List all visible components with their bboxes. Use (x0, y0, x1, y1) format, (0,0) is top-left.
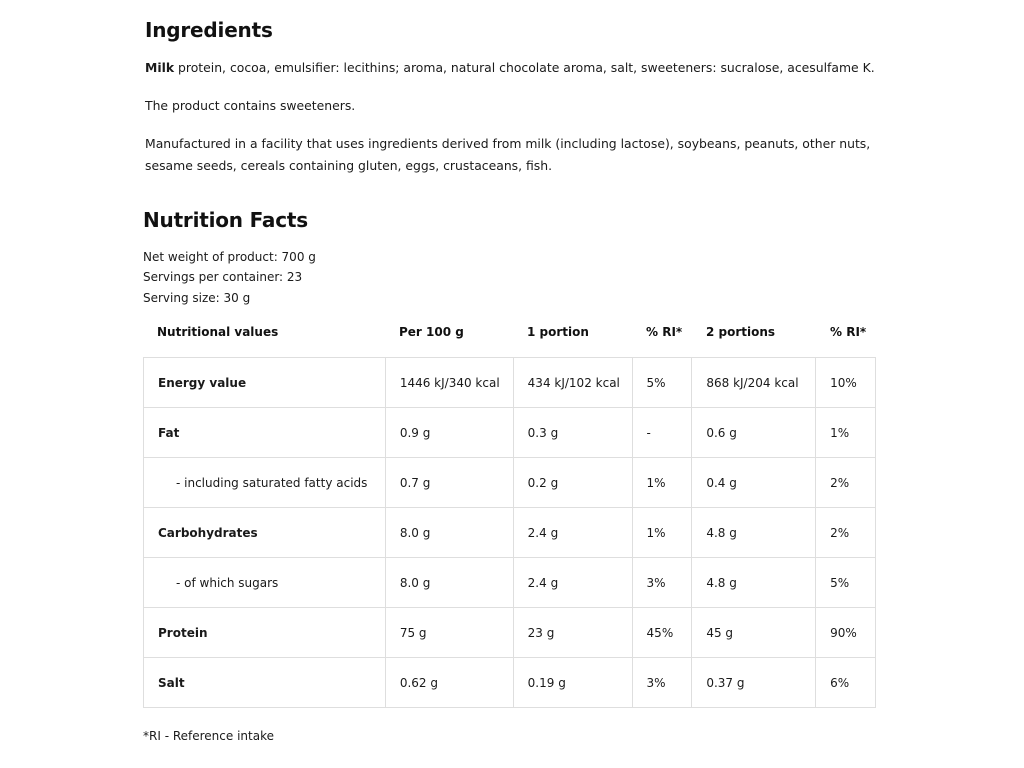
per-100g-value: 75 g (385, 608, 513, 658)
two-portions-value: 0.6 g (692, 408, 816, 458)
ingredients-list (145, 57, 885, 79)
ri-one-portion-value: 1% (632, 458, 692, 508)
ingredients-milk-bold: Milk (145, 60, 175, 75)
ingredients-list-rest: protein, cocoa, emulsifier: lecithins; aroma, natural chocolate aroma, salt, sweeteners: sucralose, acesulfame K. (174, 60, 875, 75)
nutrition-table (143, 357, 876, 708)
nutrient-name: Salt (144, 658, 386, 708)
serving-size: Serving size: 30 g (143, 291, 251, 305)
one-portion-value: 0.2 g (513, 458, 632, 508)
ri-one-portion-value: 3% (632, 658, 692, 708)
two-portions-value: 868 kJ/204 kcal (692, 358, 816, 408)
nutrition-facts-title: Nutrition Facts (143, 208, 308, 232)
per-100g-value: 0.9 g (385, 408, 513, 458)
one-portion-value: 0.3 g (513, 408, 632, 458)
header-nutritional-values: Nutritional values (157, 325, 279, 339)
two-portions-value: 45 g (692, 608, 816, 658)
table-row (144, 358, 876, 408)
table-row (144, 408, 876, 458)
one-portion-value: 0.19 g (513, 658, 632, 708)
nutrient-subname: - of which sugars (144, 558, 386, 608)
ri-two-portions-value: 10% (816, 358, 876, 408)
nutrient-name: Fat (144, 408, 386, 458)
table-row (144, 458, 876, 508)
allergen-facility-note: Manufactured in a facility that uses ingredients derived from milk (including lactose), soybeans, peanuts, other nuts, sesame seeds, cereals containing gluten, eggs, crustaceans, fish. (145, 136, 871, 173)
per-100g-value: 8.0 g (385, 508, 513, 558)
one-portion-value: 2.4 g (513, 558, 632, 608)
table-row (144, 658, 876, 708)
table-row (144, 608, 876, 658)
two-portions-value: 0.4 g (692, 458, 816, 508)
one-portion-value: 434 kJ/102 kcal (513, 358, 632, 408)
table-row (144, 508, 876, 558)
ri-two-portions-value: 5% (816, 558, 876, 608)
nutrient-name: Protein (144, 608, 386, 658)
header-2-portions: 2 portions (706, 325, 776, 339)
header-ri-1-portion: % RI* (646, 325, 683, 339)
ri-two-portions-value: 2% (816, 458, 876, 508)
header-1-portion: 1 portion (527, 325, 589, 339)
two-portions-value: 4.8 g (692, 558, 816, 608)
per-100g-value: 8.0 g (385, 558, 513, 608)
ri-two-portions-value: 2% (816, 508, 876, 558)
per-100g-value: 1446 kJ/340 kcal (385, 358, 513, 408)
two-portions-value: 0.37 g (692, 658, 816, 708)
ri-one-portion-value: 3% (632, 558, 692, 608)
header-per-100g: Per 100 g (399, 325, 464, 339)
nutrition-table-header (143, 318, 876, 348)
ri-two-portions-value: 6% (816, 658, 876, 708)
ingredients-title: Ingredients (145, 18, 273, 42)
header-ri-2-portions: % RI* (830, 325, 867, 339)
one-portion-value: 23 g (513, 608, 632, 658)
nutrient-name: Carbohydrates (144, 508, 386, 558)
ri-one-portion-value: 1% (632, 508, 692, 558)
per-100g-value: 0.7 g (385, 458, 513, 508)
ri-footnote: *RI - Reference intake (143, 729, 274, 743)
per-100g-value: 0.62 g (385, 658, 513, 708)
ri-one-portion-value: 45% (632, 608, 692, 658)
nutrient-subname: - including saturated fatty acids (144, 458, 386, 508)
two-portions-value: 4.8 g (692, 508, 816, 558)
ri-two-portions-value: 90% (816, 608, 876, 658)
ri-one-portion-value: - (632, 408, 692, 458)
ri-one-portion-value: 5% (632, 358, 692, 408)
nutrient-name: Energy value (144, 358, 386, 408)
one-portion-value: 2.4 g (513, 508, 632, 558)
sweeteners-note: The product contains sweeteners. (145, 98, 356, 113)
ri-two-portions-value: 1% (816, 408, 876, 458)
servings-per-container: Servings per container: 23 (143, 270, 303, 284)
table-row (144, 558, 876, 608)
net-weight: Net weight of product: 700 g (143, 250, 316, 264)
